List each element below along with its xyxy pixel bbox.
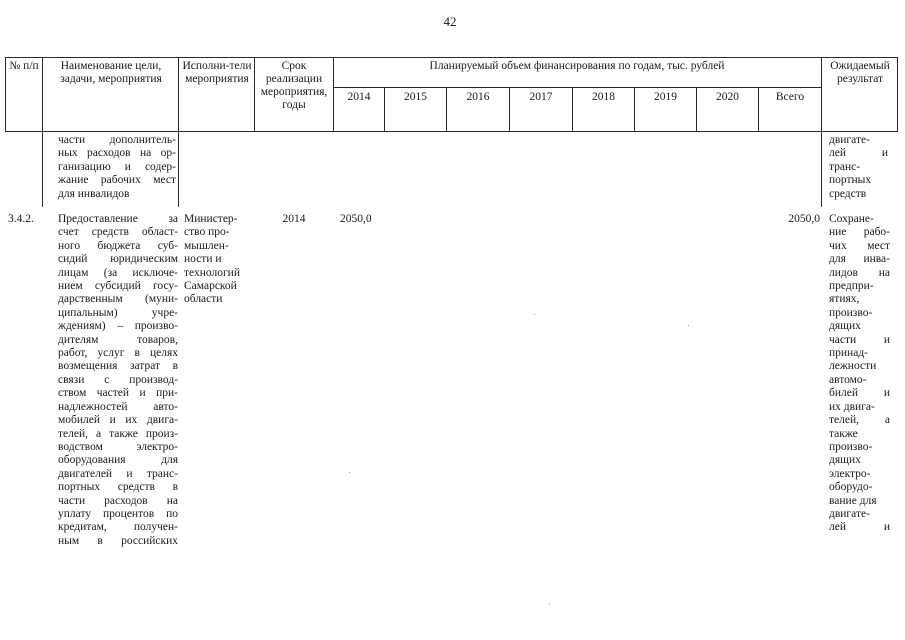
row-value-total: 2050,0 — [788, 213, 820, 225]
text-line: оборудо- — [829, 481, 873, 494]
text-line: счет средств област- — [58, 226, 178, 239]
text-line: части дополнитель- — [58, 134, 176, 146]
text-line: двигате- — [829, 507, 870, 520]
text-line: дящих — [829, 454, 861, 467]
header-financing-group: Планируемый объем финансирования по годам, тыс. рублей — [429, 60, 725, 72]
text-line: уплату процентов по — [58, 507, 178, 520]
text-line: ных расходов на ор- — [58, 147, 176, 160]
header-bottom-border — [5, 131, 898, 132]
text-line: мобилей и их двига- — [58, 414, 178, 427]
text-line: работ, услуг в целях — [58, 347, 178, 360]
header-year-2016: 2016 — [466, 91, 490, 103]
text-line: сидий юридическим — [58, 253, 178, 266]
text-line: средств — [829, 187, 867, 200]
header-name: Наименование цели, задачи, мероприятия — [60, 60, 162, 85]
text-line: ного бюджета суб- — [58, 239, 178, 252]
text-line: нием субсидий госу- — [58, 280, 178, 293]
text-line: телей, а также произ- — [58, 427, 178, 440]
text-line: области — [184, 293, 223, 306]
text-line: жание рабочих мест — [58, 174, 176, 187]
header-year-2017: 2017 — [529, 91, 553, 103]
text-line: оборудования для — [58, 454, 178, 467]
text-line: автомо- — [829, 373, 867, 386]
header-num: № п/п — [9, 60, 39, 72]
text-line: связи с производ- — [58, 373, 178, 386]
column-divider-num — [42, 57, 43, 207]
text-line: возмещения затрат в — [58, 360, 178, 373]
text-line: лей и — [829, 521, 890, 534]
text-line: Предоставление за — [58, 213, 178, 225]
text-line: портных — [829, 174, 872, 187]
scan-speck — [549, 604, 550, 605]
text-line: электро- — [829, 467, 871, 480]
text-line: ности и — [184, 253, 222, 266]
text-line: ством частей и при- — [58, 387, 178, 400]
text-line: дарственным (муни- — [58, 293, 178, 306]
header-year-2018: 2018 — [592, 91, 615, 103]
continuation-result-cell — [829, 134, 888, 201]
row-term: 2014 — [282, 213, 306, 225]
text-line: ятиях, — [829, 293, 860, 306]
row-result-cell — [829, 213, 890, 535]
header-year-2015: 2015 — [404, 91, 427, 103]
continuation-name-cell — [58, 134, 176, 201]
page-number: 42 — [443, 14, 457, 29]
text-line: также — [829, 427, 858, 440]
text-line: двигате- — [829, 134, 870, 146]
text-line: дителям товаров, — [58, 333, 178, 346]
table-left-border — [5, 57, 6, 132]
header-year-2019: 2019 — [654, 91, 677, 103]
text-line: части расходов на — [58, 494, 178, 507]
row-executor-cell — [184, 213, 252, 307]
text-line: лидов на — [829, 266, 890, 279]
text-line: лицам (за исключе- — [58, 266, 178, 279]
text-line: ганизацию и содер- — [58, 160, 176, 173]
header-term: Срок реализации мероприятия, годы — [260, 60, 328, 111]
text-line: предпри- — [829, 280, 874, 293]
text-line: лежности — [829, 360, 877, 373]
text-line: произво- — [829, 440, 873, 453]
text-line: Министер- — [184, 213, 238, 225]
text-line: для инвалидов — [58, 187, 130, 200]
row-name-cell — [58, 213, 178, 548]
header-result: Ожидаемый результат — [830, 60, 890, 85]
scan-speck — [534, 314, 535, 315]
text-line: части и — [829, 333, 890, 346]
header-year-2014: 2014 — [347, 91, 371, 103]
table-top-border — [5, 57, 898, 58]
table-right-border — [897, 57, 898, 132]
text-line: портных средств в — [58, 481, 178, 494]
text-line: принад- — [829, 347, 868, 360]
text-line: Самарской — [184, 280, 237, 293]
years-subheader-divider — [333, 87, 821, 88]
text-line: мышлен- — [184, 239, 229, 252]
text-line: транс- — [829, 160, 861, 173]
text-line: лей и — [829, 147, 888, 160]
text-line: ство про- — [184, 226, 230, 239]
text-line: ждениям) – произво- — [58, 320, 178, 333]
text-line: дящих — [829, 320, 861, 333]
row-value-2014: 2050,0 — [340, 213, 372, 225]
text-line: для инва- — [829, 253, 890, 266]
header-total: Всего — [775, 91, 805, 103]
column-divider-executor — [254, 57, 255, 132]
text-line: билей и — [829, 387, 890, 400]
text-line: двигателей и транс- — [58, 467, 178, 480]
text-line: кредитам, получен- — [58, 521, 178, 534]
column-divider-total — [821, 57, 822, 207]
scan-speck — [688, 325, 689, 326]
text-line: чих мест — [829, 239, 890, 252]
text-line: ние рабо- — [829, 226, 890, 239]
column-divider-name — [178, 57, 179, 207]
scan-speck — [349, 472, 350, 473]
text-line: их двига- — [829, 400, 875, 413]
text-line: телей, а — [829, 414, 890, 427]
text-line: водством электро- — [58, 440, 178, 453]
text-line: ципальным) учре- — [58, 306, 178, 319]
text-line: ным в российских — [58, 534, 178, 547]
text-line: надлежностей авто- — [58, 400, 178, 413]
text-line: вание для — [829, 494, 877, 507]
text-line: Сохране- — [829, 213, 874, 225]
text-line: технологий — [184, 266, 240, 279]
row-number: 3.4.2. — [8, 213, 34, 225]
header-executor: Исполни-тели мероприятия — [182, 60, 252, 85]
text-line: произво- — [829, 306, 873, 319]
header-year-2020: 2020 — [716, 91, 739, 103]
